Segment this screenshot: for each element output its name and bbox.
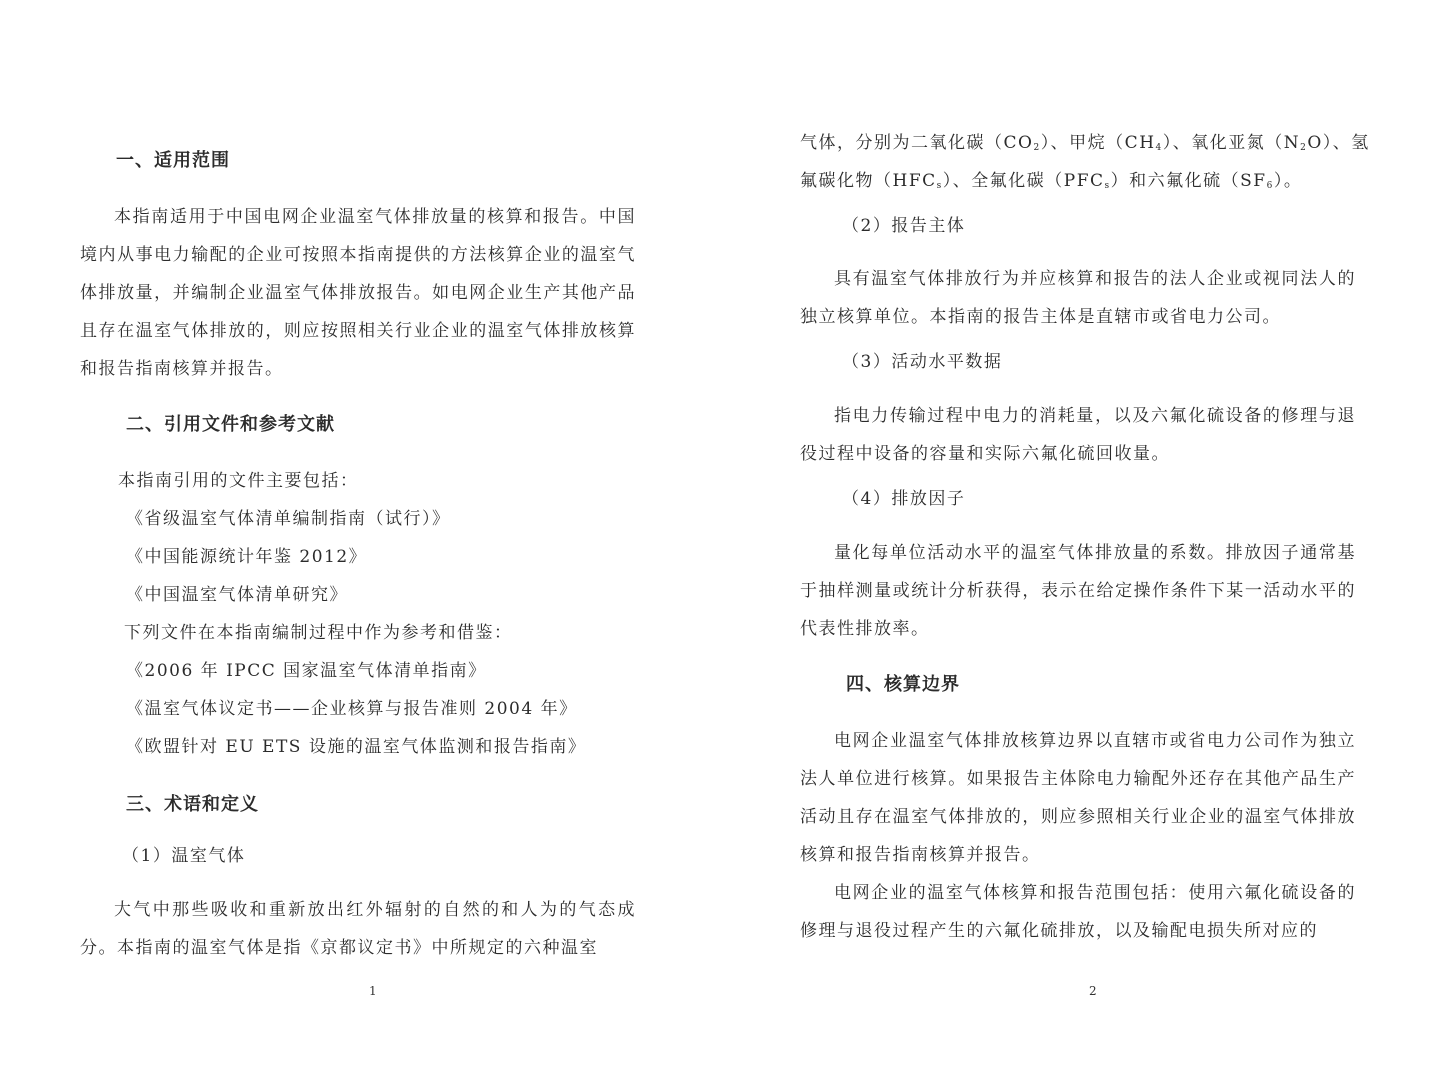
paragraph-emission-factor: 量化每单位活动水平的温室气体排放量的系数。排放因子通常基于抽样测量或统计分析获得，表示在给定操作条件下某一活动水平的代表性排放率。 bbox=[800, 543, 1356, 639]
section-heading-terms: 三、术语和定义 bbox=[126, 794, 259, 815]
reference-item: 《中国能源统计年鉴 2012》 bbox=[126, 547, 368, 567]
references-intro: 本指南引用的文件主要包括： bbox=[118, 471, 359, 491]
paragraph-activity-data: 指电力传输过程中电力的消耗量，以及六氟化硫设备的修理与退役过程中设备的容量和实际六氟化硫回收量。 bbox=[800, 406, 1356, 464]
right-page bbox=[800, 0, 1370, 1080]
section-heading-scope: 一、适用范围 bbox=[116, 150, 230, 171]
paragraph-boundary-scope: 电网企业的温室气体核算和报告范围包括：使用六氟化硫设备的修理与退役过程产生的六氟化硫排放，以及输配电损失所对应的 bbox=[800, 883, 1356, 941]
reference-item: 《温室气体议定书——企业核算与报告准则 2004 年》 bbox=[126, 699, 578, 719]
subsection-heading-activity-data: （3）活动水平数据 bbox=[842, 352, 1003, 372]
subsection-heading-emission-factor: （4）排放因子 bbox=[842, 489, 966, 509]
section-heading-references: 二、引用文件和参考文献 bbox=[126, 414, 335, 435]
reference-item: 《省级温室气体清单编制指南（试行）》 bbox=[126, 509, 451, 529]
reference-item: 《2006 年 IPCC 国家温室气体清单指南》 bbox=[126, 661, 487, 681]
reference-item: 《欧盟针对 EU ETS 设施的温室气体监测和报告指南》 bbox=[126, 737, 587, 757]
page-number: 2 bbox=[1089, 984, 1097, 998]
gas-list-line-1: 气体，分别为二氧化碳$(CO_2)$、甲烷$(CH_4)$、氧化亚氮$(N_2O)$、氢 bbox=[800, 133, 1370, 153]
reference-item: 《中国温室气体清单研究》 bbox=[126, 585, 348, 605]
page-number: 1 bbox=[369, 984, 377, 998]
paragraph-boundary: 电网企业温室气体排放核算边界以直辖市或省电力公司作为独立法人单位进行核算。如果报告主体除电力输配外还存在其他产品生产活动且存在温室气体排放的，则应参照相关行业企业的温室气体排放核算和报告指南核算并报告。 bbox=[800, 731, 1356, 865]
paragraph-ghg-definition: 大气中那些吸收和重新放出红外辐射的自然的和人为的气态成分。本指南的温室气体是指《京都议定书》中所规定的六种温室 bbox=[80, 900, 636, 958]
paragraph-scope: 本指南适用于中国电网企业温室气体排放量的核算和报告。中国境内从事电力输配的企业可按照本指南提供的方法核算企业的温室气体排放量，并编制企业温室气体排放报告。如电网企业生产其他产品且存在温室气体排放的，则应按照相关行业企业的温室气体排放核算和报告指南核算并报告。 bbox=[80, 207, 636, 379]
references-intro-2: 下列文件在本指南编制过程中作为参考和借鉴： bbox=[124, 623, 513, 643]
paragraph-reporting-entity: 具有温室气体排放行为并应核算和报告的法人企业或视同法人的独立核算单位。本指南的报告主体是直辖市或省电力公司。 bbox=[800, 269, 1356, 327]
subsection-heading-reporting-entity: （2）报告主体 bbox=[842, 216, 966, 236]
gas-list-line-2: 氟碳化物$(HFC_s)$、全氟化碳$(PFC_s)$和六氟化硫$(SF_6)$。 bbox=[800, 171, 1303, 191]
subsection-heading-ghg: （1）温室气体 bbox=[122, 846, 246, 866]
section-heading-boundary: 四、核算边界 bbox=[846, 674, 960, 695]
left-page bbox=[80, 0, 636, 1080]
